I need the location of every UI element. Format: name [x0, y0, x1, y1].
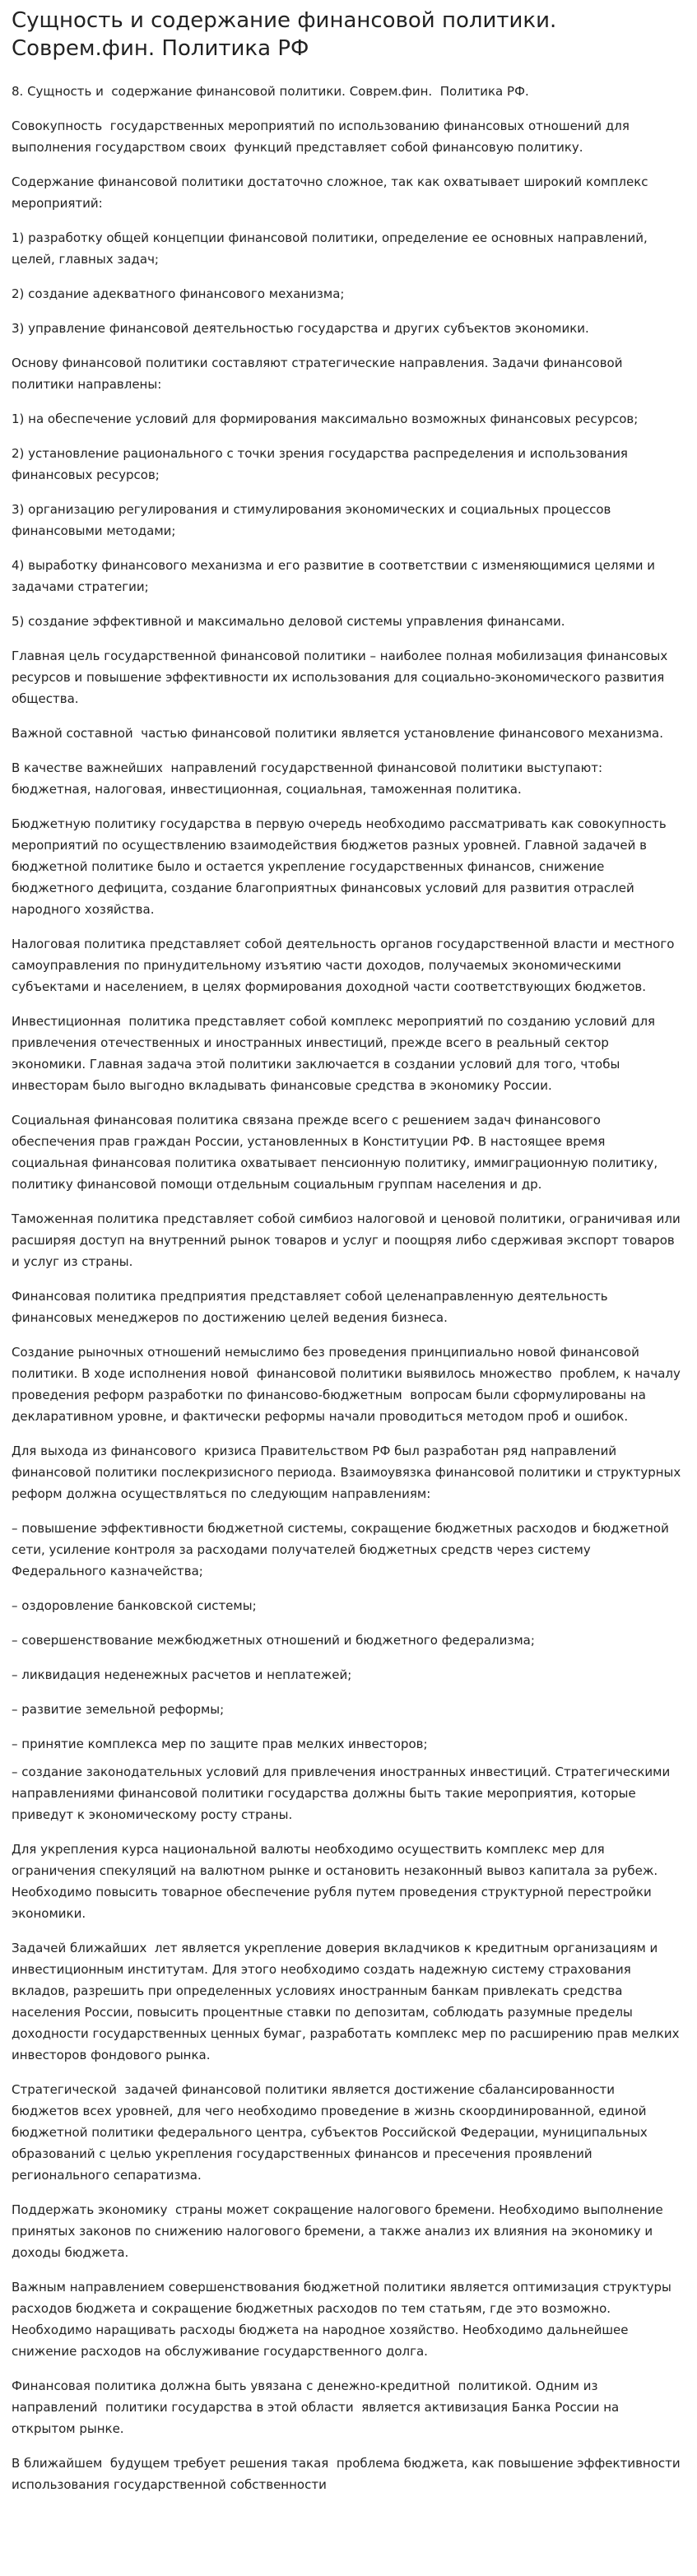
paragraph: Инвестиционная политика представляет собой комплекс мероприятий по созданию условий для привлечения отечественных и иностранных инвестиций, прежде всего в реальный сектор экономики. Главная задача этой политики заключается в создании условий для того, чтобы инвесторам было выгодно вкладывать финансовые средства в экономику России. [12, 1014, 659, 1093]
paragraph: Бюджетную политику государства в первую очередь необходимо рассматривать как совокупность мероприятий по осуществлению взаимодействия бюджетов разных уровней. Главной задачей в бюджетной политике было и остается укрепление государственных финансов, снижение бюджетного дефицита, создание благоприятных финансовых условий для развития отраслей народного хозяйства. [12, 816, 671, 917]
paragraph: Важным направлением совершенствования бюджетной политики является оптимизация структуры расходов бюджета и сокращение бюджетных расходов по тем статьям, где это возможно. Необходимо наращивать расходы бюджета на народное хозяйство. Необходимо дальнейшее снижение расходов на обслуживание государственного долга. [12, 2280, 676, 2359]
paragraph: Содержание финансовой политики достаточно сложное, так как охватывает широкий комплекс мероприятий: [12, 174, 653, 211]
paragraph: Поддержать экономику страны может сокращение налогового бремени. Необходимо выполнение принятых законов по снижению налогового бремени, а также анализ их влияния на экономику и доходы бюджета. [12, 2202, 667, 2260]
paragraph: – оздоровление банковской системы; [12, 1598, 257, 1613]
paragraph: 5) создание эффективной и максимально деловой системы управления финансами. [12, 614, 565, 629]
paragraph: 1) разработку общей концепции финансовой политики, определение ее основных направлений, целей, главных задач; [12, 230, 652, 267]
paragraph: В ближайшем будущем требует решения такая проблема бюджета, как повышение эффективности использования государственной собственности [12, 2456, 685, 2492]
paragraph: – создание законодательных условий для привлечения иностранных инвестиций. Стратегическими направлениями финансовой политики государства должны быть такие мероприятия, которые приведут к экономическому росту страны. [12, 1765, 674, 1822]
paragraph: Главная цель государственной финансовой политики – наиболее полная мобилизация финансовых ресурсов и повышение эффективности их использования для социально-экономического развития общества. [12, 649, 672, 706]
paragraph: – ликвидация неденежных расчетов и неплатежей; [12, 1667, 352, 1682]
paragraph: – принятие комплекса мер по защите прав мелких инвесторов; [12, 1737, 428, 1751]
paragraph: Социальная финансовая политика связана прежде всего с решением задач финансового обеспечения прав граждан России, установленных в Конституции РФ. В настоящее время социальная финансовая политика охватывает пенсионную политику, иммиграционную политику, политику финансовой помощи отдельным социальным группам населения и др. [12, 1113, 662, 1192]
paragraph: Стратегической задачей финансовой политики является достижение сбалансированности бюджетов всех уровней, для чего необходимо проведение в жизнь скоординированной, единой бюджетной политики федерального центра, субъектов Российской Федерации, муниципальных образований с целью укрепления государственных финансов и пресечения проявлений регионального сепаратизма. [12, 2082, 652, 2183]
paragraph: Задачей ближайших лет является укрепление доверия вкладчиков к кредитным организациям и инвестиционным институтам. Для этого необходимо создать надежную систему страхования вкладов, разрешить при определенных условиях иностранным банкам привлекать средства населения России, повысить процентные ставки по депозитам, соблюдать разумные пределы доходности государственных ценных бумаг, разработать комплекс мер по расширению прав мелких инвесторов фондового рынка. [12, 1941, 684, 2062]
paragraph: В качестве важнейших направлений государственной финансовой политики выступают: бюджетная, налоговая, инвестиционная, социальная, таможенная политика. [12, 760, 606, 797]
paragraph: 8. Сущность и содержание финансовой политики. Соврем.фин. Политика РФ. [12, 84, 529, 99]
paragraph: Финансовая политика должна быть увязана с денежно-кредитной политикой. Одним из направлений политики государства в этой области является активизация Банка России на открытом рынке. [12, 2378, 623, 2436]
paragraph: Финансовая политика предприятия представляет собой целенаправленную деятельность финансовых менеджеров по достижению целей ведения бизнеса. [12, 1289, 612, 1325]
paragraph: Важной составной частью финансовой политики является установление финансового механизма. [12, 726, 663, 741]
paragraph: Создание рыночных отношений немыслимо без проведения принципиально новой финансовой политики. В ходе исполнения новой финансовой политики выявилось множество проблем, к началу проведения реформ разработки по финансово-бюджетным вопросам были сформулированы на декларативном уровне, и фактически реформы начали проводиться методом проб и ошибок. [12, 1345, 685, 1424]
paragraph: 4) выработку финансового механизма и его развитие в соответствии с изменяющимися целями и задачами стратегии; [12, 558, 659, 594]
paragraph: – развитие земельной реформы; [12, 1702, 225, 1717]
paragraph: – совершенствование межбюджетных отношений и бюджетного федерализма; [12, 1633, 535, 1648]
paragraph: Таможенная политика представляет собой симбиоз налоговой и ценовой политики, ограничивая или расширяя доступ на внутренний рынок товаров и услуг и поощряя либо сдерживая экспорт товаров и услуг из страны. [12, 1211, 685, 1269]
paragraph: Совокупность государственных мероприятий по использованию финансовых отношений для выполнения государством своих функций представляет собой финансовую политику. [12, 119, 634, 155]
page-title: Сущность и содержание финансовой политики. Соврем.фин. Политика РФ [12, 8, 557, 61]
paragraph: 3) организацию регулирования и стимулирования экономических и социальных процессов финансовыми методами; [12, 502, 616, 538]
paragraph: Основу финансовой политики составляют стратегические направления. Задачи финансовой политики направлены: [12, 356, 627, 392]
paragraph: 1) на обеспечение условий для формирования максимально возможных финансовых ресурсов; [12, 412, 639, 426]
paragraph: 2) установление рационального с точки зрения государства распределения и использования финансовых ресурсов; [12, 446, 632, 482]
paragraph: 2) создание адекватного финансового механизма; [12, 286, 345, 301]
paragraph: Для укрепления курса национальной валюты необходимо осуществить комплекс мер для ограничения спекуляций на валютном рынке и остановить незаконный вывоз капитала за рубеж. Необходимо повысить товарное обеспечение рубля путем проведения структурной перестройки экономики. [12, 1842, 662, 1921]
paragraph: – повышение эффективности бюджетной системы, сокращение бюджетных расходов и бюджетной сети, усиление контроля за расходами получателей бюджетных средств через систему Федерального казначейства; [12, 1521, 673, 1579]
paragraph: 3) управление финансовой деятельностью государства и других субъектов экономики. [12, 321, 589, 336]
paragraph: Налоговая политика представляет собой деятельность органов государственной власти и местного самоуправления по принудительному изъятию части доходов, получаемых экономическими субъектами и населением, в целях формирования доходной части соответствующих бюджетов. [12, 937, 679, 994]
article-body [12, 81, 685, 2495]
paragraph: Для выхода из финансового кризиса Правительством РФ был разработан ряд направлений финансовой политики послекризисного периода. Взаимоувязка финансовой политики и структурных реформ должна осуществляться по следующим направлениям: [12, 1444, 685, 1501]
